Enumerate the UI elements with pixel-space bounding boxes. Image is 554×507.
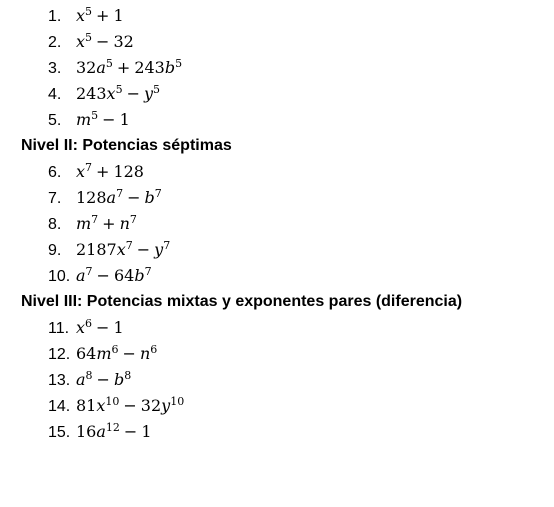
exercise-number: 12.	[48, 346, 71, 363]
exercise-expression: $a^8 - b^8$	[76, 369, 132, 389]
exercise-number: 8.	[48, 216, 62, 233]
exercise-number: 7.	[48, 190, 62, 207]
exercise-expression: $x^5 - 32$	[76, 31, 134, 51]
exercise-number: 10.	[48, 268, 71, 285]
exercise-expression: $x^7 + 128$	[76, 161, 144, 181]
exercise-expression: $16a^{12} - 1$	[76, 421, 152, 441]
exercise-expression: $m^5 - 1$	[76, 109, 130, 129]
exercise-number: 1.	[48, 8, 62, 25]
exercise-expression: $x^6 - 1$	[76, 317, 124, 337]
exercise-number: 4.	[48, 86, 62, 103]
exercise-expression: $m^7 + n^7$	[76, 213, 137, 233]
exercise-item	[0, 419, 554, 445]
exercise-item	[0, 107, 554, 133]
exercise-expression: $a^7 - 64b^7$	[76, 265, 152, 285]
exercise-expression: $32a^5 + 243b^5$	[76, 57, 183, 77]
exercise-expression: $2187x^7 - y^7$	[76, 239, 171, 259]
exercise-item	[0, 237, 554, 263]
exercise-item	[0, 341, 554, 367]
exercise-list-level-3	[0, 315, 554, 445]
exercise-expression: $243x^5 - y^5$	[76, 83, 161, 103]
exercise-item	[0, 367, 554, 393]
exercise-item	[0, 263, 554, 289]
exercise-item	[0, 211, 554, 237]
exercise-item	[0, 29, 554, 55]
exercise-item	[0, 315, 554, 341]
exercise-number: 9.	[48, 242, 62, 259]
exercise-number: 6.	[48, 164, 62, 181]
exercise-expression: $128a^7 - b^7$	[76, 187, 162, 207]
exercise-expression: $64m^6 - n^6$	[76, 343, 158, 363]
exercise-number: 5.	[48, 112, 62, 129]
exercise-number: 11.	[48, 320, 70, 337]
exercise-item	[0, 393, 554, 419]
exercise-item	[0, 55, 554, 81]
exercise-item	[0, 185, 554, 211]
exercise-number: 15.	[48, 424, 71, 441]
exercise-item	[0, 159, 554, 185]
exercise-expression: $81x^{10} - 32y^{10}$	[76, 395, 185, 415]
exercise-document	[0, 3, 554, 445]
section-heading-level-3: Nivel III: Potencias mixtas y exponentes pares (diferencia)	[21, 293, 463, 310]
exercise-list-level-2	[0, 159, 554, 289]
exercise-expression: $x^5 + 1$	[76, 5, 124, 25]
exercise-number: 13.	[48, 372, 71, 389]
exercise-number: 14.	[48, 398, 71, 415]
exercise-number: 3.	[48, 60, 62, 77]
exercise-number: 2.	[48, 34, 62, 51]
exercise-list-level-1	[0, 3, 554, 133]
section-heading-level-2: Nivel II: Potencias séptimas	[21, 137, 232, 154]
exercise-item	[0, 81, 554, 107]
exercise-item	[0, 3, 554, 29]
